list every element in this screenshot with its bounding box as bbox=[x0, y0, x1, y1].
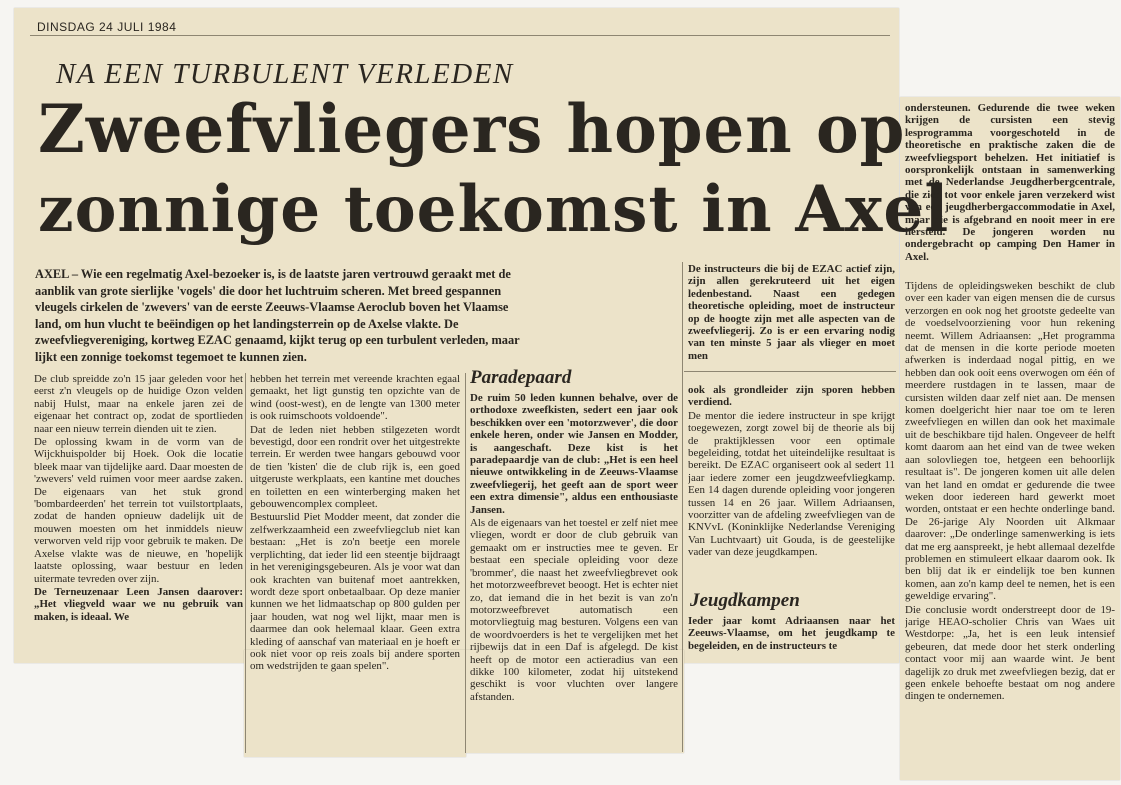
section-rule bbox=[684, 371, 896, 372]
paragraph: De Terneuzenaar Leen Jansen daarover: „Het vliegveld waar we nu gebruik van maken, is ideaal. We bbox=[34, 585, 243, 623]
lead-line: AXEL – Wie een regelmatig Axel-bezoeker is, is de laatste jaren vertrouwd geraakt met de bbox=[35, 267, 511, 281]
lead-paragraph bbox=[35, 266, 678, 366]
paragraph: hebben het terrein met vereende krachten egaal gemaakt, het ligt gunstig ten opzichte van de wind (oost-west), en de lengte van 1300 meter is ook ruimschoots voldoende". bbox=[250, 373, 460, 423]
column-4-top bbox=[688, 263, 895, 363]
paragraph: Tijdens de opleidingsweken beschikt de club over een kader van eigen mensen die de cursus verzorgen en ook nog het grootste gedeelte van de voedselvoorziening voor hun rekening neemt. Willem Adriaansen: „Het programma dat de mensen in die korte periode moeten afwerken is inderdaad nogal pittig, en we hebben dan ook ooit eens overwogen om één of meerdere rustdagen in te lassen, maar de cursisten wilden daar zelf niet aan. De mensen komen doelgericht hier naar toe om te leren zweefvliegen en willen dan ook het maximale uit de beschikbare tijd halen. Ongeveer de helft komt daarom aan het eind van de twee weken aan solovliegen toe, hetgeen een behoorlijk resultaat is". De jongeren komen uit alle delen van het land en omdat er gedurende die twee weken door iedereen hard gewerkt moet worden, ontstaat er een hechte onderlinge band. De 26-jarige Aly Noorden uit Alkmaar daarover: „De onderlinge samenwerking is iets dat me erg aanspreekt, je hebt allemaal dezelfde problemen en stimuleert elkaar daarom ook. Ik ben blij dat ik er eindelijk toe ben kunnen komen, aan zo'n kamp deel te nemen, het is een geweldige ervaring". bbox=[905, 280, 1115, 603]
subheading-jeugdkampen: Jeugdkampen bbox=[690, 590, 800, 611]
column-2 bbox=[250, 373, 460, 755]
headline-line-1: Zweefvliegers hopen op bbox=[38, 90, 906, 168]
column-rule bbox=[682, 262, 683, 752]
subheading-paradepaard: Paradepaard bbox=[470, 367, 572, 388]
headline-line-2: zonnige toekomst in Axel bbox=[38, 172, 950, 247]
lead-line: vleugels cirkelen de 'zwevers' van de eerste Zeeuws-Vlaamse Aeroclub boven het Vlaamse bbox=[35, 300, 509, 315]
paragraph: De oplossing kwam in de vorm van de Wijckhuispolder bij Hoek. Ook die locatie bleek maar van tijdelijke aard. Daar moesten de 'zwevers' veld ruimen voor meer aardse zaken. De eigenaars van het stuk grond 'bombardeerden' het terrein tot vuilstortplaats, zodat de handen opnieuw dadelijk uit de mouwen moesten om het inmiddels nieuw verworven veld rijp voor gebruik te maken. De Axelse vlakte was de nieuwe, en 'hopelijk laatste oplossing, waar bestuur en leden uitermate tevreden over zijn. bbox=[34, 436, 243, 585]
paragraph: ondersteunen. Gedurende die twee weken krijgen de cursisten een stevig lesprogramma voorgeschoteld in de theoretische en praktische zaken die de zweefvliegsport behelzen. Het initiatief is oorspronkelijk ontstaan in samenwerking met de Nederlandse Jeugdherbergcentrale, die zich tot voor enkele jaren verzekerd wist van een jeugdherbergaccommodatie in Axel, maar die is afgebrand en nooit meer in ere hersteld. De jongeren worden nu ondergebracht op camping Den Hamer in Axel. bbox=[905, 102, 1115, 263]
kicker: NA EEN TURBULENT VERLEDEN bbox=[56, 58, 514, 90]
paragraph: Ieder jaar komt Adriaansen naar het Zeeuws-Vlaamse, om het jeugdkamp te begeleiden, en de instructeurs te bbox=[688, 615, 895, 652]
paragraph: De club spreidde zo'n 15 jaar geleden voor het eerst z'n vleugels op de huidige Ozon velden nabij Hulst, maar na enkele jaren zei de eigenaar het contract op, zodat de sportlieden naar een nieuw terrein dienden uit te zien. bbox=[34, 373, 243, 435]
column-1 bbox=[34, 373, 243, 667]
column-4 bbox=[688, 384, 895, 586]
lead-line: lijkt een zonnige toekomst tegemoet te kunnen zien. bbox=[35, 349, 307, 364]
dateline-rule bbox=[30, 35, 890, 36]
column-rule bbox=[245, 373, 246, 753]
paragraph: De mentor die iedere instructeur in spe krijgt toegewezen, zorgt zowel bij de theorie als bij de praktijklessen voor een optimale begeleiding, totdat het uiteindelijke resultaat is bereikt. De EZAC organiseert ook al sedert 11 jaar iedere zomer een jeugdzweefvliegkamp. Een 14 dagen durende opleiding voor jongeren tussen 14 en 26 jaar. Willem Adriaansen, voorzitter van de afdeling zweefvliegen van de KNVvL (Koninklijke Nederlandse Vereniging Van Luchtvaart) uit Gouda, is de geestelijke vader van deze jeugdkampen. bbox=[688, 409, 895, 559]
lead-line: zweefvliegvereniging, kortweg EZAC genaamd, kijkt terug op een turbulent verleden, maar bbox=[35, 333, 520, 348]
paragraph: Die conclusie wordt onderstreept door de 19-jarige HEAO-scholier Chris van Waes uit Westdorpe: „Ja, het is een leuk intensief gebeuren, dat mede door het sterk onderling contact voor mij aan waarde wint. Je bent dagelijk zo druk met zweefvliegen bezig, dat er geen enkele behoefte bestaat om nog andere dingen te ondernemen. bbox=[905, 603, 1115, 703]
paragraph: De instructeurs die bij de EZAC actief zijn, zijn allen gerekruteerd uit het eigen ledenbestand. Naast een gedegen theoretische opleiding, moet de instructeur op de hoogte zijn met alle aspecten van de zweefvliegerij. Zo is er een ervaring nodig van ten minste 5 jaar als vlieger en moet men bbox=[688, 263, 895, 362]
column-3 bbox=[470, 392, 678, 754]
lead-line: land, om hun vlucht te beëindigen op het landingsterrein op de Axelse vlakte. De bbox=[35, 316, 459, 331]
paragraph: ook als grondleider zijn sporen hebben verdiend. bbox=[688, 384, 895, 409]
column-4-end bbox=[688, 615, 895, 655]
paragraph: Bestuurslid Piet Modder meent, dat zonder die zelfwerkzaamheid een zweefvliegclub niet kan bestaan: „Het is zo'n beetje een morele verplichting, dat ieder lid een steentje bijdraagt in het verenigingsgebeuren. Als je voor wat dan ook krachten van buitenaf moet aantrekken, wordt deze sport onbetaalbaar. Op deze manier kunnen we het lidmaatschap op 800 gulden per jaar houden, wat nog wel lijkt, maar men is daarmee dan ook helemaal klaar. Geen extra kleding of aanschaf van materiaal en je hoeft er ook niet voor op reis zoals bij andere sporten om wedstrijden te gaan spelen". bbox=[250, 511, 460, 673]
lead-line: aanblik van grote sierlijke 'vogels' die door het luchtruim scheren. Met breed gespannen bbox=[35, 283, 502, 298]
column-rule bbox=[465, 373, 466, 753]
paragraph: De ruim 50 leden kunnen behalve, over de orthodoxe zweefkisten, sedert een jaar ook beschikken over een 'motorzwever', die door enkele heren, onder wie Jansen en Modder, is aangeschaft. Deze kist is het paradepaardje van de club: „Het is een heel nieuwe ontwikkeling in de Zeeuws-Vlaamse zweefvliegerij, het geeft aan de sport weer een extra dimensie", aldus een enthousiaste Jansen. bbox=[470, 392, 678, 516]
column-5 bbox=[905, 280, 1115, 778]
column-5-bold bbox=[905, 102, 1115, 270]
paragraph: Dat de leden niet hebben stilgezeten wordt bevestigd, door een rondrit over het uitgestrekte terrein. Er werden twee hangars gebouwd voor de tien 'kisten' die de club rijk is, een goed uitgeruste werkplaats, een kantine met douches en toiletten en een winterberging maken het gebouwencomplex compleet. bbox=[250, 423, 460, 511]
paragraph: Als de eigenaars van het toestel er zelf niet mee vliegen, wordt er door de club gebruik van gemaakt om er instructies mee te geven. Er bestaat een speciale opleiding voor deze 'brommer', die naast het zweefvliegbrevet ook het motorzweefbrevet beoogt. Het is echter niet zo, dat iemand die in het bezit is van zo'n motorzweefbrevet automatisch een motorvliegtuig mag besturen. Volgens een van de woordvoerders is het te vergelijken met het rijbewijs dat in een Daf is afgelegd. De kist heeft op de motor een actieradius van een dikke 100 kilometer, zodat hij uitstekend geschikt is voor vluchten over langere afstanden. bbox=[470, 517, 678, 703]
dateline: DINSDAG 24 JULI 1984 bbox=[37, 20, 177, 34]
